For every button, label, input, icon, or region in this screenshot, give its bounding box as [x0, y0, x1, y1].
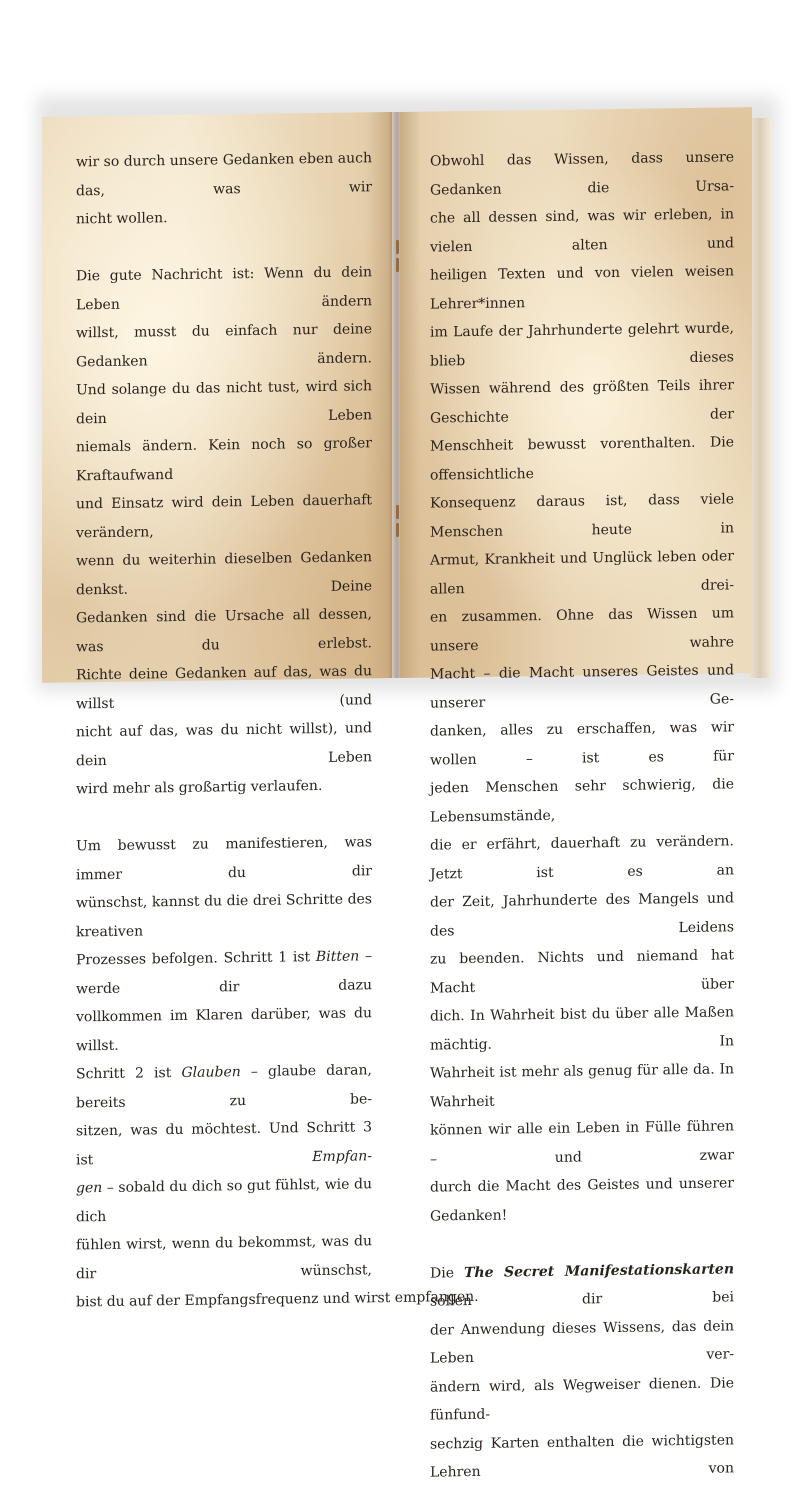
text-line: können wir alle ein Leben in Fülle führen – und zwar [430, 1118, 734, 1168]
text-line: Die gute Nachricht ist: Wenn du dein Leben ändern [76, 264, 372, 313]
text-line: dich. In Wahrheit bist du über alle Maßen mächtig. In [430, 1004, 734, 1054]
book-title: The Secret Manifestationskarten [464, 1260, 735, 1281]
left-page-text [76, 144, 479, 1317]
text-line: der Zeit, Jahrhunderte des Mangels und des Leidens [430, 890, 734, 940]
text-line: Gedanken sind die Ursache all dessen, was du erlebst. [76, 606, 372, 655]
text-line: der Anwendung dieses Wissens, das dein Leben ver- [430, 1317, 734, 1367]
text-segment: – werde dir dazu [76, 948, 373, 997]
text-segment: Prozesses befolgen. Schritt 1 ist [76, 949, 316, 969]
text-line: durch die Macht des Geistes und unserer Gedanken! [430, 1175, 734, 1225]
text-line: Richte deine Gedanken auf das, was du willst (und [76, 663, 372, 712]
text-line: wir so durch unsere Gedanken eben auch das, was wir [76, 150, 372, 199]
text-line: zu beenden. Nichts und niemand hat Macht über [430, 947, 734, 997]
left-page [42, 112, 479, 1311]
text-line [76, 1056, 372, 1117]
text-line: jeden Menschen sehr schwierig, die Lebensumstände, [430, 776, 734, 826]
text-line: und Einsatz wird dein Leben dauerhaft verändern, [76, 492, 372, 541]
text-line: niemals ändern. Kein noch so großer Kraftaufwand [76, 435, 372, 484]
italic-term-glauben: Glauben [181, 1064, 241, 1081]
text-segment: sitzen, was du möchtest. Und Schritt 3 ist [76, 1119, 372, 1168]
text-line: Wahrheit ist mehr als genug für alle da. In Wahrheit [430, 1061, 734, 1111]
text-line: wenn du weiterhin dieselben Gedanken denkst. Deine [76, 549, 372, 598]
text-line: nicht wollen. [76, 210, 168, 228]
text-line [430, 1255, 734, 1316]
text-line: im Laufe der Jahrhunderte gelehrt wurde, blieb dieses [430, 320, 734, 370]
text-segment: Die [430, 1264, 465, 1282]
binding-stitch [396, 240, 399, 254]
binding-stitch [396, 505, 399, 519]
text-line: Konsequenz daraus ist, dass viele Menschen heute in [430, 491, 734, 541]
left-paragraph-2 [76, 258, 372, 804]
right-paragraph-1 [430, 143, 734, 1230]
text-line: Macht – die Macht unseres Geistes und unserer Ge- [430, 662, 734, 712]
text-line: danken, alles zu erschaffen, was wir wollen – ist es für [430, 719, 734, 769]
text-segment: – glaube daran, bereits zu be- [76, 1062, 372, 1111]
text-segment: Schritt 2 ist [76, 1064, 182, 1083]
text-line: bist du auf der Empfangsfrequenz und wirst empfangen. [76, 1288, 479, 1311]
left-paragraph-1 [76, 144, 372, 234]
italic-term-empfangen-cont: gen [76, 1180, 103, 1197]
text-line: Armut, Krankheit und Unglück leben oder allen drei- [430, 548, 734, 598]
text-segment: sollen dir bei [430, 1289, 734, 1310]
text-line [76, 1170, 372, 1231]
text-line: ändern wird, als Wegweiser dienen. Die fünfund- [430, 1374, 734, 1424]
text-line: vollkommen im Klaren darüber, was du willst. [76, 1005, 372, 1054]
text-segment: – sobald du dich so gut fühlst, wie du dich [76, 1176, 372, 1225]
text-line: Und solange du das nicht tust, wird sich dein Leben [76, 378, 372, 427]
text-line: wünschst, kannst du die drei Schritte des kreativen [76, 891, 372, 940]
text-line: Menschheit bewusst vorenthalten. Die offensichtliche [430, 434, 734, 484]
text-line: Obwohl das Wissen, dass unsere Gedanken die Ursa- [430, 149, 734, 199]
right-page-text [430, 143, 734, 1487]
text-line: fühlen wirst, wenn du bekommst, was du dir wünschst, [76, 1233, 372, 1282]
right-page [400, 107, 752, 1481]
text-line: che all dessen sind, was wir erleben, in vielen alten und [430, 206, 734, 256]
right-paragraph-2 [430, 1255, 734, 1487]
text-line: wird mehr als großartig verlaufen. [76, 777, 323, 798]
text-line: Wissen während des größten Teils ihrer Geschichte der [430, 377, 734, 427]
text-line [76, 1113, 372, 1174]
binding-stitch [396, 258, 399, 272]
binding-stitch [396, 523, 399, 537]
text-line: die er erfährt, dauerhaft zu verändern. Jetzt ist es an [430, 833, 734, 883]
text-line: nicht auf das, was du nicht willst), und dein Leben [76, 720, 372, 769]
text-line: Um bewusst zu manifestieren, was immer du dir [76, 834, 372, 883]
text-line [76, 942, 372, 1003]
left-paragraph-3 [76, 828, 479, 1317]
italic-term-empfangen: Empfan- [312, 1147, 372, 1165]
text-line: willst, musst du einfach nur deine Gedanken ändern. [76, 321, 372, 370]
text-line: sechzig Karten enthalten die wichtigsten Lehren von [430, 1431, 734, 1481]
text-line: heiligen Texten und von vielen weisen Lehrer*innen [430, 263, 734, 313]
text-line: en zusammen. Ohne das Wissen um unsere wahre [430, 605, 734, 655]
italic-term-bitten: Bitten [315, 948, 360, 966]
